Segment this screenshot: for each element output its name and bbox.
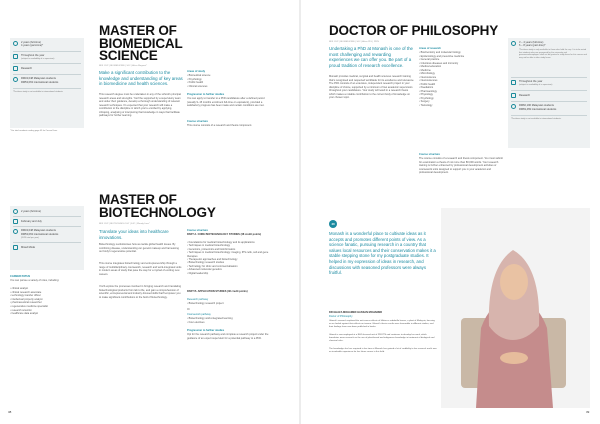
phd-lead: Undertaking a PhD at Monash is one of the most challenging and rewarding experiences we can offer you. Be part of a proud tradition of research excellence. (329, 46, 413, 68)
biomed-progression-text: You can apply to transfer to a PhD candidature after a defined period (usually 9–15 months enrolment full-time or equivalent), provided a satisfactory progress has been made and certain conditions are met. (187, 97, 265, 108)
divider (511, 115, 587, 116)
list-item: • Medicine (419, 69, 503, 73)
calendar-icon (13, 54, 18, 59)
list-item: • Genomics, proteomics and bioinformatics (187, 248, 271, 251)
research-pathway-label: Research pathway (187, 298, 209, 301)
testimonial-portrait (441, 208, 590, 408)
biotech-duration: 2 years (full-time) (21, 210, 42, 213)
biomed-fee-2: RM53,063 international students (21, 81, 59, 84)
research-pathway-list (187, 302, 271, 306)
list-item: • Clinical sciences (187, 85, 267, 89)
money-icon (13, 229, 18, 234)
biomed-timing: Throughout the year (21, 54, 45, 57)
list-item: • Physiology (419, 93, 503, 97)
biotech-mode: Mixed Mode (21, 246, 36, 249)
phd-course-text: The course consists of a research and thesis component. You must submit for examination a thesis of not more than 80,000 words. Your research training is further enhanced by professional development activities or coursework units designed to support you in your academic and professional development. (419, 157, 503, 175)
list-item: • Infectious diseases and immunity (419, 62, 503, 66)
biotech-title: MASTER OF BIOTECHNOLOGY (99, 192, 216, 220)
divider (511, 77, 587, 78)
list-item: • clinical analyst (10, 287, 84, 291)
biotech-body-3: You'll explore the processes involved in bringing research and translating biotechnological products from lab to life, and gain a comprehension of scientific, entrepreneurial and industry-focused skills that'll empower you to make significant contributions to the field of biotechnology. (99, 285, 182, 299)
career-list (10, 287, 84, 316)
biomed-fee-1: RM43,048 Malaysian students (21, 77, 56, 80)
list-item: • Medical education (419, 65, 503, 69)
calendar-icon (511, 80, 516, 85)
list-item: • Foundations for medical biotechnology and its applications (187, 241, 271, 244)
list-item: • Neurosciences (419, 79, 503, 83)
list-item: • Public health (419, 83, 503, 87)
list-item: • Digital leadership (187, 272, 271, 275)
list-item: • Epidemiology and preventive medicine (419, 55, 503, 59)
or-label: Or (187, 308, 190, 311)
biomed-areas-heading: Areas of study (187, 70, 206, 73)
phd-mode: Research (519, 94, 531, 97)
biotech-meta: RFF CUP | BIOTECHNOLOGY | SJC | Wendy Liew* (99, 223, 150, 225)
biomed-timing-sub: (subject to availability of a supervisor) (21, 58, 55, 60)
testimonial-name: DR GHAZA MOHAMED HASSAN MOHAMED (329, 311, 383, 314)
biomed-title: MASTER OF BIOMEDICAL SCIENCE (99, 23, 183, 64)
biomed-lead: Make a significant contribution to the knowledge and understanding of key areas in biomedicine and health sciences. (99, 70, 183, 87)
biomed-info-panel (10, 38, 84, 128)
career-intro: You can pursue a variety of roles, including: (10, 279, 60, 282)
list-item: • healthcare data analyst (10, 312, 84, 316)
money-icon (13, 77, 18, 82)
divider (13, 63, 81, 64)
phd-timing-sub: (subject to availability of a supervisor) (519, 84, 553, 86)
list-item: • General practice (419, 58, 503, 62)
phd-info-panel (508, 38, 590, 148)
page-number-right: 39 (586, 410, 590, 414)
biotech-fee-2: RM53,063 international students (21, 233, 59, 236)
list-item: • Surgery (419, 100, 503, 104)
clock-icon (13, 209, 18, 214)
page-badge: 40 (329, 220, 337, 228)
divider (13, 51, 81, 52)
list-item: • Techniques in medical biotechnology: imaging, IPS cells, cell and gene therapies (187, 251, 271, 258)
list-item: • Neuroscience (419, 76, 503, 80)
biotech-course-heading: Course structure (187, 229, 208, 232)
page-number-left: 38 (8, 410, 12, 414)
list-item: • Psychology (419, 97, 503, 101)
biomed-fee-note: *Part-time study is not available to international students (13, 91, 63, 93)
phd-body: Monash provides medical, surgical and health sciences research training that's recognised and respected worldwide for its excellence and relevance. The PhD consists of an extensive, independent research project in your discipline of choice, supported by a minimum of two academic supervisors throughout your candidature. Your study will result in a research thesis which makes a notable contribution to the current body of knowledge on your chosen topic. (329, 75, 415, 100)
page-gutter (299, 0, 301, 424)
list-item: • Biochemistry and molecular biology (419, 51, 503, 55)
coursework-pathway-list (187, 317, 271, 324)
list-item: • Advanced molecular genetics (187, 268, 271, 271)
phd-fee-2: RM69,469 international students (519, 108, 557, 111)
phd-fee-note: *Part-time study is not available to international students. (511, 118, 562, 120)
list-item: • Psychology (187, 78, 267, 82)
biomed-duration: 2 years (full-time) 4 years (part-time)* (21, 41, 44, 47)
list-item: • intellectual property analyst (10, 298, 84, 302)
phd-meta: RFF CUP | BIOMEDICINE | SJC | Alicia PFL | PFIN (329, 41, 379, 43)
divider (13, 226, 81, 227)
biotech-part-b-heading: PART B. APPLICATION STUDIES (48 credit points) (187, 290, 248, 293)
clock-icon (13, 41, 18, 46)
biotech-info-panel (10, 206, 84, 270)
biomed-meta: RFF CUP | BIOMEDICINE | SJC | Alicia Magaret* (99, 65, 147, 67)
list-item: • Pharmacology (419, 90, 503, 94)
list-item: • Microbiology (419, 72, 503, 76)
list-item: • Biotechnology research project (187, 302, 271, 306)
list-item: • regenerative medicine specialist (10, 305, 84, 309)
biomed-course-heading: Course structure (187, 120, 208, 123)
phd-title: DOCTOR OF PHILOSOPHY (329, 23, 499, 38)
phd-timing: Throughout the year (519, 80, 543, 83)
research-icon (511, 93, 516, 98)
list-item: • Therapeutic approaches and biotechnology (187, 258, 271, 261)
biotech-body-1: Biotechnology revolutionises how we tackle global health issues. By combining disease, understanding our genetic makeup and harnessing our body's regenerative potential. (99, 243, 179, 254)
divider (13, 242, 81, 243)
divider (13, 74, 81, 75)
testimonial-quote: Monash is a wonderful place to cultivate ideas as it accepts and promotes different points of view. As a science fanatic, pursuing research in a country that values local resources and their conservation makes it a stable stepping stone for my postgraduate studies. It helped in my expression of ideas in research, and discussions with seasoned professors were always fruitful. (329, 231, 436, 276)
biotech-progression-heading: Progression to further studies (187, 329, 225, 332)
phd-duration-sub: *Part-time study is only available to those who hold the cup. It is to be noted that students who are sponsored by the university and government/employers shall not be granted a study leave for this course and may not be able to take study leave. (519, 49, 587, 60)
phd-duration: 3 – 4 years (full-time) 6 – 8 years (part-time)* (519, 41, 546, 48)
list-item: • technology transfer officer (10, 294, 84, 298)
biomed-mode: Research (21, 67, 33, 70)
list-item: • Biotechnology research studies (187, 261, 271, 264)
list-item: • Paediatrics (419, 86, 503, 90)
list-item: • Technology for clinic and commercialisation (187, 265, 271, 268)
testimonial-story-3: The knowledge she has acquired in her time at Monash has gained a lot of credibility to her research and it was an invaluable experience for her future career in this field. (329, 348, 437, 353)
list-item: • clinical research associate (10, 291, 84, 295)
divider (13, 88, 81, 89)
testimonial-role: Doctor of Philosophy (329, 315, 353, 318)
biotech-part-a-list (187, 241, 271, 275)
biomed-course-text: This course consists of a research and thesis component. (187, 124, 252, 127)
clock-icon (511, 41, 516, 46)
phd-areas-heading: Areas of research (419, 47, 441, 50)
research-icon (13, 66, 18, 71)
divider (511, 90, 587, 91)
phd-course-heading: Course structure (419, 153, 440, 156)
coursework-pathway-label: Coursework pathway (187, 313, 211, 316)
testimonial-story-2: Ghazal is now employed at a R&D-focused unit of PRC/TN and continues to develop her work, which formulates more research on the use of plant-based and indigenous knowledge in treatment of biological and chemical risks. (329, 334, 435, 342)
biotech-fee-3: (2023 total per year) (21, 237, 40, 239)
biotech-body-2: This course integrates biotechnology and entrepreneurship through a range of multidisciplinary coursework, research and work-integrated units in modern areas of study that pave the way for a myriad of exciting new careers. (99, 262, 182, 276)
biomed-areas-list (187, 74, 267, 88)
biotech-fee-1: RM43,048 Malaysian students (21, 229, 56, 232)
list-item: • research scientist (10, 309, 84, 313)
list-item: • Techniques in medical biotechnology (187, 244, 271, 247)
phd-areas-list (419, 51, 503, 107)
list-item: • Biomedical science (187, 74, 267, 78)
divider (13, 216, 81, 217)
list-item: • pharmaceutical researcher (10, 301, 84, 305)
calendar-icon (13, 219, 18, 224)
list-item: • Biotechnology work-integrated learning (187, 317, 271, 321)
biotech-timing: February and July (21, 220, 42, 223)
portrait-illustration (441, 208, 590, 408)
biotech-lead: Translate your ideas into healthcare innovations. (99, 229, 169, 240)
money-icon (511, 104, 516, 109)
list-item: • Four electives (187, 321, 271, 325)
biomed-progression-heading: Progression to further studies (187, 93, 225, 96)
list-item: • Toxicology (419, 104, 503, 108)
divider (511, 101, 587, 102)
phd-fee-1: RM60,196 Malaysian students (519, 104, 554, 107)
career-heading: CAREER PATHS (10, 275, 31, 278)
biotech-part-a-heading: PART A. CORE BIOTECHNOLOGY STUDIES (48 credit points) (187, 233, 262, 236)
laptop-icon (13, 245, 18, 250)
testimonial-panel (329, 208, 439, 408)
biotech-progression-text: Opt for the research pathway and complete a research project under the guidance of an expert supervisor for a potential pathway to a PhD. (187, 333, 269, 340)
biomed-body: This research degree must be undertaken in any of the school's principal research areas and strengths. You'll be supported by a supervisory team and under their guidance, develop a thorough understanding of relevant research techniques. It's expected that your research will make a contribution to the discipline in which you're enrolled by applying, critiquing, analysing or interpreting that knowledge in ways that facilitate pathways for further learning. (99, 93, 181, 118)
list-item: • Public health (187, 81, 267, 85)
biomed-footnote: * For total academic ending page 45 for Course Fees. (10, 130, 58, 132)
testimonial-story-1: Ghazal's research explored the anti-cancer effects of Hibiscus sabdariffa leaves, a plant of Malaysia, focusing on an herbal against their effects on tumour. Ghazal's thesis results were favourable in different studies, and their findings have now been published in books. (329, 320, 435, 328)
